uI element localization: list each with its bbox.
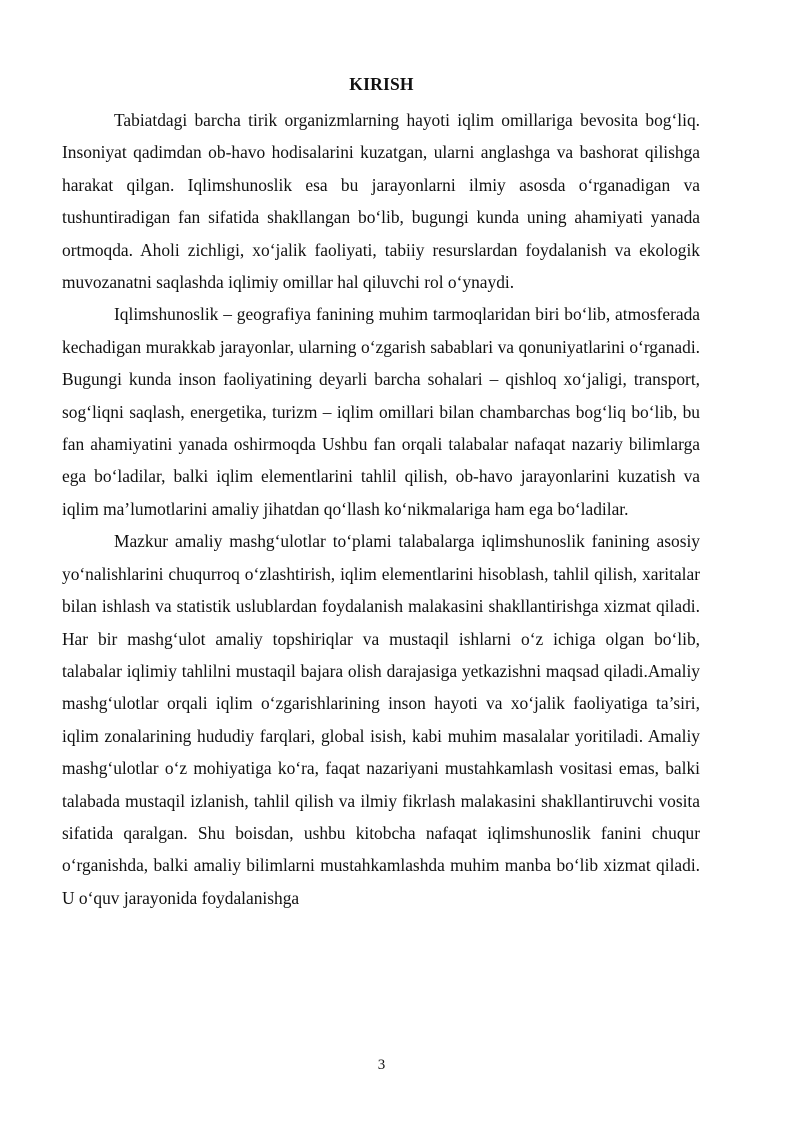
page-number: 3 [377,1057,386,1073]
section-heading: KIRISH [349,74,414,94]
paragraph-1: Tabiatdagi barcha tirik organizmlarning hayoti iqlim omillariga bevosita bog‘liq. Insoniyat qadimdan ob-havo hodisalarini kuzatgan, ularni anglashga va bashorat qilishga harakat qilgan. Iqlimshunoslik esa bu jarayonlarni ilmiy asosda o‘rganadigan va tushuntiradigan fan sifatida shakllangan bo‘lib, bugungi kunda uning ahamiyati yanada ortmoqda. Aholi zichligi, xo‘jalik faoliyati, tabiiy resurslardan foydalanish va ekologik muvozanatni saqlashda iqlimiy omillar hal qiluvchi rol o‘ynaydi. [62,110,700,293]
paragraph-2: Iqlimshunoslik – geografiya fanining muhim tarmoqlaridan biri bo‘lib, atmosferada kechadigan murakkab jarayonlar, ularning o‘zgarish sabablari va qonuniyatlarini o‘rganadi. Bugungi kunda inson faoliyatining deyarli barcha sohalari – qishloq xo‘jaligi, transport, sog‘liqni saqlash, energetika, turizm – iqlim omillari bilan chambarchas bog‘liq bo‘lib, bu fan ahamiyatini yanada oshirmoqda Ushbu fan orqali talabalar nafaqat nazariy bilimlarga ega bo‘ladilar, balki iqlim elementlarini tahlil qilish, ob-havo jarayonlarini kuzatish va iqlim ma’lumotlarini amaliy jihatdan qo‘llash ko‘nikmalariga ham ega bo‘ladilar. [62,304,700,519]
paragraph-3: Mazkur amaliy mashg‘ulotlar to‘plami talabalarga iqlimshunoslik fanining asosiy yo‘nalishlarini chuqurroq o‘zlashtirish, iqlim elementlarini hisoblash, tahlil qilish, xaritalar bilan ishlash va statistik uslublardan foydalanish malakasini shakllantirishga xizmat qiladi. Har bir mashg‘ulot amaliy topshiriqlar va mustaqil ishlarni o‘z ichiga olgan bo‘lib, talabalar iqlimiy tahlilni mustaqil bajara olish darajasiga yetkazishni maqsad qiladi.Amaliy mashg‘ulotlar orqali iqlim o‘zgarishlarining inson hayoti va xo‘jalik faoliyatiga ta’siri, iqlim zonalarining hududiy farqlari, global isish, kabi muhim masalalar yoritiladi. Amaliy mashg‘ulotlar o‘z mohiyatiga ko‘ra, faqat nazariyani mustahkamlash vositasi emas, balki talabada mustaqil izlanish, tahlil qilish va ilmiy fikrlash malakasini shakllantiruvchi vosita sifatida qaralgan. Shu boisdan, ushbu kitobcha nafaqat iqlimshunoslik fanini chuqur o‘rganishda, balki amaliy bilimlarni mustahkamlashda muhim manba bo‘lib xizmat qiladi. U o‘quv jarayonida foydalanishga [62,531,700,908]
body-text [62,104,700,914]
